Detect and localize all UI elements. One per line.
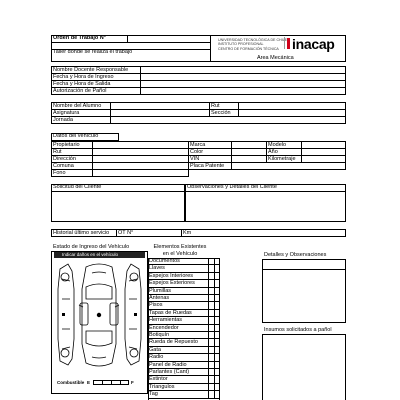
rut-field[interactable] (239, 103, 346, 110)
checklist-checkbox[interactable] (214, 391, 220, 397)
checklist-row (148, 362, 220, 369)
checklist-checkbox[interactable] (214, 317, 220, 323)
student-table (51, 102, 346, 124)
shift-label: Jornada (52, 117, 111, 124)
logo-mark-icon (287, 38, 290, 49)
vehicle-table (51, 141, 346, 177)
vehicle-damage-diagram[interactable] (52, 259, 147, 371)
checklist-label: Documentos (149, 258, 180, 264)
checklist-label: Botiquín (149, 332, 170, 338)
checklist-row (148, 369, 220, 376)
vehicle-field[interactable] (232, 149, 267, 156)
checklist-row (148, 265, 220, 272)
checklist-label: Herramientas (149, 317, 183, 324)
checklist-label: Espejos Exteriores (149, 280, 195, 287)
checklist-label: Pisos (149, 302, 163, 309)
responsible-table (51, 66, 346, 95)
vehicle-left-label: Comuna (52, 163, 93, 170)
checklist-label: Triangulos (149, 383, 175, 390)
checklist-checkbox[interactable] (214, 362, 220, 368)
checklist-row (148, 376, 220, 383)
responsible-label: Fecha y Hora de Ingreso (52, 74, 141, 81)
checklist-row (148, 288, 220, 295)
vehicle-field[interactable] (302, 149, 346, 156)
workshop-label: Taller donde se realiza el trabajo (53, 49, 133, 55)
fuel-label: Combustible (57, 380, 85, 385)
subject-label: Asignatura (52, 110, 111, 117)
logo-text: inacap (292, 36, 335, 52)
rut-label: Rut (210, 103, 239, 110)
vehicle-mid-label: Color (189, 149, 232, 156)
checklist-row (148, 384, 220, 391)
vehicle-field[interactable] (232, 156, 267, 163)
checklist-row (148, 273, 220, 280)
checklist-row (148, 354, 220, 361)
checklist-checkbox[interactable] (214, 288, 220, 294)
details-title: Detalles y Observaciones (264, 252, 327, 258)
checklist-checkbox[interactable] (214, 354, 220, 360)
vehicle-mid-label: Placa Patente (189, 163, 232, 170)
student-name-label: Nombre del Alumno (52, 103, 111, 110)
checklist-label: Espejos Interiores (149, 272, 194, 279)
vehicle-title: Datos del vehículo (53, 133, 99, 139)
checklist-row (148, 332, 220, 339)
client-observations-label: Observaciones y Detalles del Cliente (187, 184, 277, 190)
checklist-label: Rueda de Repuesto (149, 339, 198, 346)
responsible-field[interactable] (141, 67, 346, 74)
vehicle-field[interactable] (93, 156, 189, 163)
responsible-label: Nombre Docente Responsable (52, 67, 141, 74)
checklist-row (148, 295, 220, 302)
checklist-checkbox[interactable] (214, 258, 220, 264)
checklist-row (148, 347, 220, 354)
university-line: UNIVERSIDAD TECNOLÓGICA DE CHILE (218, 38, 288, 42)
checklist-checkbox[interactable] (214, 280, 220, 286)
checklist-label: Panel de Radio (149, 361, 187, 368)
checklist-checkbox[interactable] (214, 265, 220, 271)
checklist-label: Parlantes (Cant) (149, 369, 190, 375)
vehicle-mid-label: VIN (189, 156, 232, 163)
inacap-logo (287, 36, 335, 54)
checklist-checkbox[interactable] (214, 339, 220, 345)
vehicle-field[interactable] (93, 142, 189, 149)
ot-label: OT N° (117, 230, 182, 237)
km-label: Km (182, 230, 346, 237)
shift-field[interactable] (111, 117, 346, 124)
checklist-label: Extintor (149, 376, 168, 383)
checklist-row (148, 302, 220, 309)
checklist-label: Tapas de Ruedas (149, 309, 192, 316)
vehicle-field[interactable] (93, 163, 189, 170)
vehicle-right-label: Año (267, 149, 302, 156)
responsible-field[interactable] (141, 88, 346, 95)
order-number-label: Orden de Trabajo N° (53, 35, 106, 41)
vehicle-left-label: Dirección (52, 156, 93, 163)
checklist-checkbox[interactable] (214, 376, 220, 382)
diagram-caption: Indicar daños en el vehículo (62, 252, 119, 257)
checklist-row (148, 391, 220, 398)
checklist-checkbox[interactable] (214, 302, 220, 308)
diagram-caption-bar (54, 252, 145, 258)
checklist-checkbox[interactable] (214, 369, 220, 375)
checklist-checkbox[interactable] (214, 295, 220, 301)
checklist-checkbox[interactable] (214, 384, 220, 390)
vehicle-right-label: Kilometraje (267, 156, 302, 163)
vehicle-field[interactable] (93, 149, 189, 156)
responsible-field[interactable] (141, 74, 346, 81)
checklist-row (148, 258, 220, 265)
checklist-checkbox[interactable] (214, 273, 220, 279)
checklist-checkbox[interactable] (214, 347, 220, 353)
responsible-label: Fecha y Hora de Salida (52, 81, 141, 88)
responsible-label: Autorización de Pañol (52, 88, 141, 95)
vehicle-left-label: Fono (52, 170, 93, 177)
section-field[interactable] (239, 110, 346, 117)
history-table (51, 229, 346, 237)
vehicle-left-label: Rut (52, 149, 93, 156)
subject-field[interactable] (111, 110, 210, 117)
student-name-field[interactable] (111, 103, 210, 110)
checklist-label: Gata (149, 346, 161, 353)
supplies-title: Insumos solicitados a pañol (264, 327, 332, 333)
responsible-field[interactable] (141, 81, 346, 88)
checklist-label: Encendedor (149, 324, 179, 331)
checklist-checkbox[interactable] (214, 325, 220, 331)
university-lines (218, 38, 287, 51)
section-label: Sección (210, 110, 239, 117)
checklist-row (148, 339, 220, 346)
supplies-box[interactable] (262, 334, 346, 400)
fuel-full-mark: F (131, 380, 134, 385)
checklist-label: Plumillas (149, 287, 172, 294)
checklist-row (148, 317, 220, 324)
vehicle-field[interactable] (302, 156, 346, 163)
client-request-label: Solicitud del Cliente (53, 184, 102, 190)
fuel-empty-mark: E (87, 380, 91, 385)
vehicle-state-title: Estado de Ingreso del Vehículo (53, 244, 130, 250)
vehicle-field[interactable] (302, 142, 346, 149)
university-line: CENTRO DE FORMACIÓN TÉCNICA (218, 46, 279, 51)
checklist-label: Radio (149, 354, 164, 361)
elements-title-line-1: Elementos Existentes en el Vehículo (153, 244, 207, 257)
vehicle-field[interactable] (232, 163, 346, 170)
vehicle-mid-label: Marca (189, 142, 232, 149)
checklist-label: Llaves (149, 265, 165, 272)
checklist-row (148, 280, 220, 287)
area-label: Area Mecánica (257, 55, 294, 61)
checklist-label: Tag (149, 391, 158, 398)
last-service-label: Historial último servicio (52, 230, 117, 237)
checklist-label: Antenas (149, 295, 170, 301)
checklist-row (148, 310, 220, 317)
vehicle-left-label: Propietario (52, 142, 93, 149)
checklist-checkbox[interactable] (214, 310, 220, 316)
checklist-row (148, 325, 220, 332)
vehicle-field[interactable] (232, 142, 267, 149)
fuel-scale (93, 380, 129, 385)
university-line: INSTITUTO PROFESIONAL (218, 42, 264, 47)
checklist-checkbox[interactable] (214, 332, 220, 338)
vehicle-right-label: Modelo (267, 142, 302, 149)
vehicle-field[interactable] (93, 170, 189, 177)
